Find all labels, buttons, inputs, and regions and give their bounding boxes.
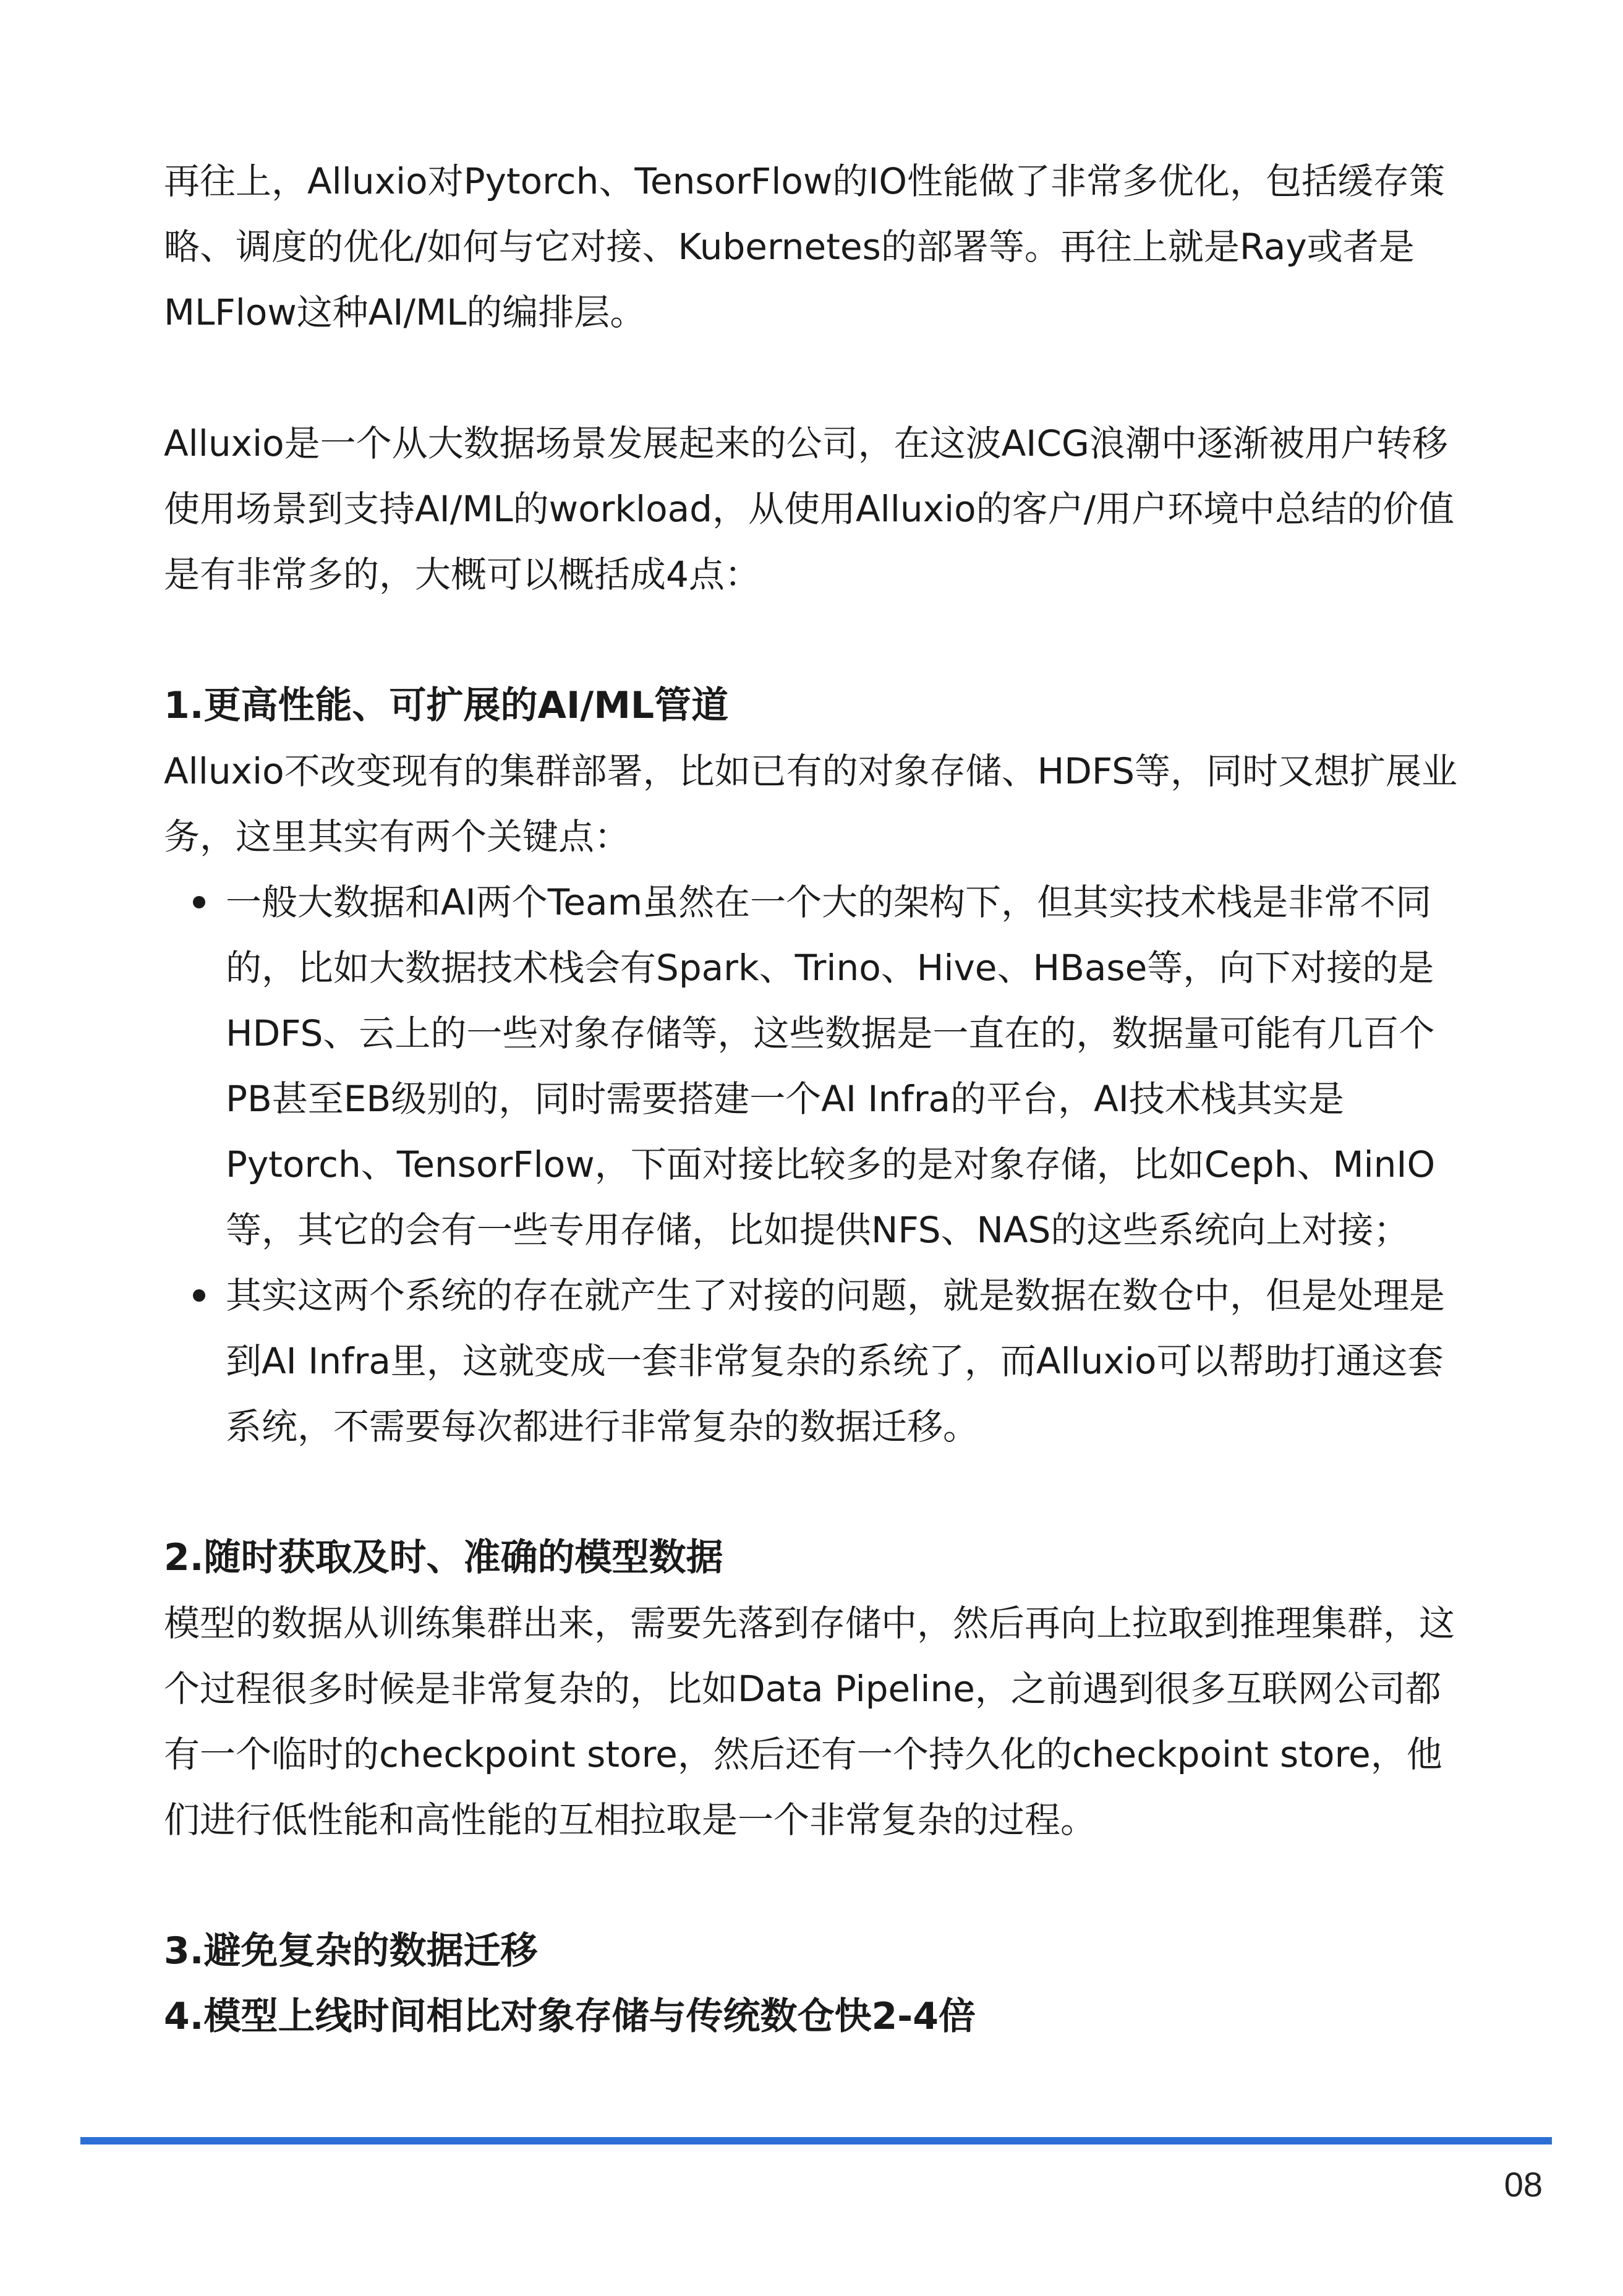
bullet-text: 其实这两个系统的存在就产生了对接的问题，就是数据在数仓中，但是处理是到AI Infra里，这就变成一套非常复杂的系统了，而Alluxio可以帮助打通这套系统，不需要每次都进行非常复杂的数据迁移。 bbox=[226, 1274, 1446, 1448]
section-1-bullet-list bbox=[164, 869, 1468, 1459]
paragraph-alluxio-overview: Alluxio是一个从大数据场景发展起来的公司，在这波AICG浪潮中逐渐被用户转移使用场景到支持AI/ML的workload，从使用Alluxio的客户/用户环境中总结的价值是有非常多的，大概可以概括成4点： bbox=[164, 422, 1455, 595]
paragraph-spacer bbox=[164, 345, 1468, 411]
footer-divider bbox=[80, 2137, 1552, 2144]
section-heading-2: 2.随时获取及时、准确的模型数据 bbox=[164, 1536, 723, 1579]
bullet-dot-icon bbox=[193, 1289, 205, 1302]
paragraph-orchestration: 再往上，Alluxio对Pytorch、TensorFlow的IO性能做了非常多优化，包括缓存策略、调度的优化/如何与它对接、Kubernetes的部署等。再往上就是Ray或者是MLFlow这种AI/ML的编排层。 bbox=[164, 160, 1446, 333]
section-spacer bbox=[164, 607, 1468, 673]
bullet-item bbox=[164, 1263, 1468, 1459]
page-number: 08 bbox=[1504, 2165, 1543, 2204]
section-1-intro: Alluxio不改变现有的集群部署，比如已有的对象存储、HDFS等，同时又想扩展业务，这里其实有两个关键点： bbox=[164, 750, 1458, 858]
section-spacer bbox=[164, 1853, 1468, 1918]
section-2-body: 模型的数据从训练集群出来，需要先落到存储中，然后再向上拉取到推理集群，这个过程很多时候是非常复杂的，比如Data Pipeline，之前遇到很多互联网公司都有一个临时的checkpoint store，然后还有一个持久化的checkpoint store，他们进行低性能和高性能的互相拉取是一个非常复杂的过程。 bbox=[164, 1602, 1455, 1841]
document-body bbox=[164, 148, 1468, 2049]
section-heading-3: 3.避免复杂的数据迁移 bbox=[164, 1929, 538, 1973]
section-heading-1: 1.更高性能、可扩展的AI/ML管道 bbox=[164, 684, 729, 727]
bullet-dot-icon bbox=[193, 896, 205, 908]
bullet-item bbox=[164, 869, 1468, 1263]
section-spacer bbox=[164, 1459, 1468, 1525]
section-heading-4: 4.模型上线时间相比对象存储与传统数仓快2-4倍 bbox=[164, 1995, 976, 2038]
bullet-text: 一般大数据和AI两个Team虽然在一个大的架构下，但其实技术栈是非常不同的，比如大数据技术栈会有Spark、Trino、Hive、HBase等，向下对接的是HDFS、云上的一些对象存储等，这些数据是一直在的，数据量可能有几百个PB甚至EB级别的，同时需要搭建一个AI Infra的平台，AI技术栈其实是Pytorch、TensorFlow，下面对接比较多的是对象存储，比如Ceph、MinIO等，其它的会有一些专用存储，比如提供NFS、NAS的这些系统向上对接； bbox=[226, 881, 1436, 1251]
